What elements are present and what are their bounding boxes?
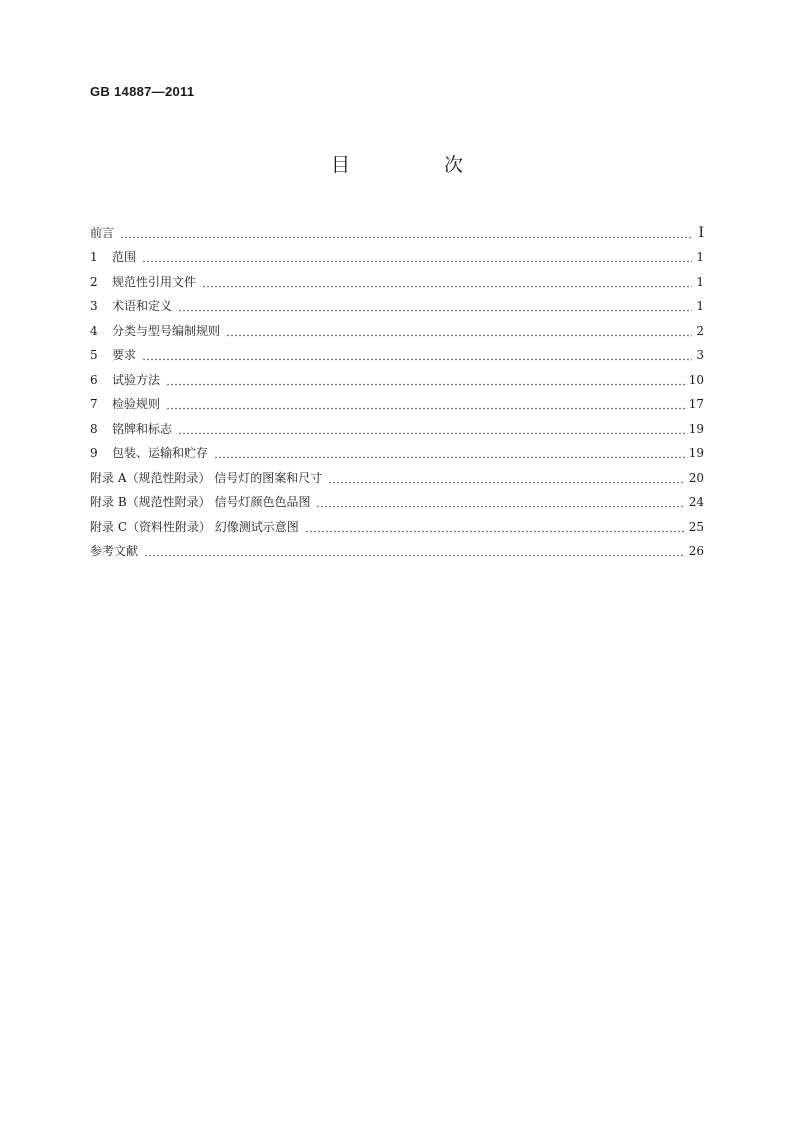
toc-page-number: 20 bbox=[688, 470, 704, 485]
toc-entry-8[interactable] bbox=[90, 412, 704, 437]
toc-page-number: 2 bbox=[696, 323, 704, 338]
toc-dot-leader bbox=[120, 225, 692, 241]
toc-entry-label: 铭牌和标志 bbox=[112, 421, 173, 436]
toc-dot-leader bbox=[166, 372, 685, 388]
toc-entry-foreword[interactable] bbox=[90, 216, 704, 241]
toc-entry-label: 试验方法 bbox=[112, 372, 161, 387]
toc-entry-label: 参考文献 bbox=[90, 544, 139, 558]
toc-dot-leader bbox=[214, 445, 685, 461]
toc-dot-leader bbox=[328, 470, 684, 486]
toc-entry-label: 前言 bbox=[90, 225, 115, 240]
toc-entry-number: 6 bbox=[90, 372, 98, 387]
toc-page-number: 24 bbox=[688, 495, 704, 509]
toc-entry-appendix-a[interactable] bbox=[90, 461, 704, 486]
toc-page-number: 10 bbox=[688, 372, 704, 387]
toc-entry-appendix-b[interactable] bbox=[90, 486, 704, 511]
toc-entry-1[interactable] bbox=[90, 241, 704, 266]
toc-entry-4[interactable] bbox=[90, 314, 704, 339]
toc-page-number: 19 bbox=[688, 446, 704, 460]
toc-entry-7[interactable] bbox=[90, 388, 704, 413]
toc-entry-label: 范围 bbox=[112, 250, 137, 264]
toc-dot-leader bbox=[142, 347, 692, 363]
toc-page-number: 1 bbox=[696, 250, 704, 264]
toc-page-number: 1 bbox=[696, 274, 704, 289]
toc-entry-number: 7 bbox=[90, 397, 98, 411]
toc-entry-label: 分类与型号编制规则 bbox=[112, 323, 221, 338]
toc-entry-label: 规范性引用文件 bbox=[112, 274, 197, 289]
toc-entry-label: 包装、运输和贮存 bbox=[112, 446, 209, 460]
toc-entry-number: 1 bbox=[90, 250, 98, 264]
toc-page-number: 26 bbox=[688, 544, 704, 558]
toc-entry-label: 术语和定义 bbox=[112, 299, 173, 313]
toc-entry-9[interactable] bbox=[90, 437, 704, 462]
toc-entry-label: 检验规则 bbox=[112, 397, 161, 411]
toc-page-number: 19 bbox=[688, 421, 704, 436]
toc-page-number: 1 bbox=[696, 299, 704, 313]
standard-code: GB 14887—2011 bbox=[90, 84, 195, 99]
toc-entry-references[interactable] bbox=[90, 535, 704, 560]
toc-page-number: 17 bbox=[688, 397, 704, 411]
toc-dot-leader bbox=[178, 298, 692, 314]
toc-entry-3[interactable] bbox=[90, 290, 704, 315]
toc-entry-label: 附录 C（资料性附录） 幻像测试示意图 bbox=[90, 519, 299, 534]
toc-entry-label: 要求 bbox=[112, 348, 137, 362]
toc-entry-number: 5 bbox=[90, 348, 98, 362]
toc-dot-leader bbox=[305, 519, 685, 535]
toc-page-number: 3 bbox=[696, 348, 704, 362]
toc-page-number: I bbox=[698, 224, 704, 241]
toc-dot-leader bbox=[166, 396, 685, 412]
toc-entry-number: 9 bbox=[90, 446, 98, 460]
toc-dot-leader bbox=[142, 249, 692, 265]
toc-entry-number: 4 bbox=[90, 323, 98, 338]
toc-dot-leader bbox=[144, 543, 685, 559]
toc-entry-5[interactable] bbox=[90, 339, 704, 364]
toc-dot-leader bbox=[316, 494, 684, 510]
toc-dot-leader bbox=[226, 323, 692, 339]
toc-dot-leader bbox=[178, 421, 685, 437]
toc-entry-appendix-c[interactable] bbox=[90, 510, 704, 535]
toc-entry-number: 2 bbox=[90, 274, 98, 289]
toc-entry-number: 3 bbox=[90, 299, 98, 313]
toc-entry-label: 附录 B（规范性附录） 信号灯颜色色品图 bbox=[90, 495, 311, 509]
toc-entry-label: 附录 A（规范性附录） 信号灯的图案和尺寸 bbox=[90, 470, 323, 485]
toc-dot-leader bbox=[202, 274, 692, 290]
toc-entry-number: 8 bbox=[90, 421, 98, 436]
toc-page-number: 25 bbox=[688, 519, 704, 534]
toc-title: 目 次 bbox=[330, 154, 508, 176]
toc-entry-2[interactable] bbox=[90, 265, 704, 290]
toc-entry-6[interactable] bbox=[90, 363, 704, 388]
table-of-contents bbox=[90, 216, 704, 559]
